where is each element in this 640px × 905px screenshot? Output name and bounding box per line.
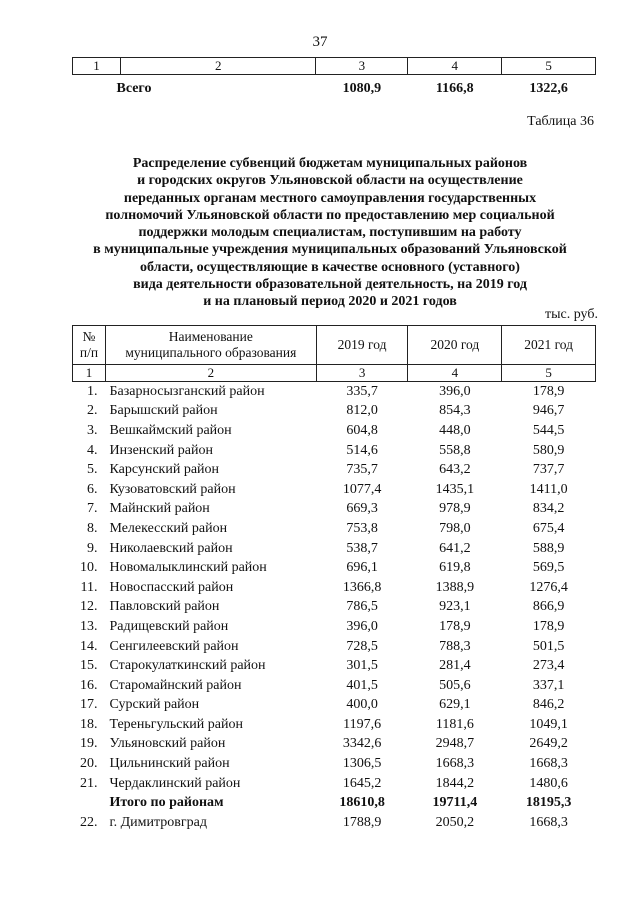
value-2019: 1788,9	[342, 814, 382, 830]
value-2020: 2948,7	[435, 736, 475, 752]
value-2020: 2050,2	[435, 814, 475, 830]
table-row	[73, 735, 596, 755]
value-2019: 396,0	[346, 618, 378, 634]
district-name: Сурский район	[109, 697, 200, 713]
row-number: 18.	[79, 716, 98, 732]
value-2021: 569,5	[532, 560, 565, 576]
value-2020: 1668,3	[435, 756, 475, 772]
value-2021: 1411,0	[529, 481, 568, 497]
row-number: 4.	[86, 442, 98, 458]
value-2019: 335,7	[346, 383, 378, 399]
table-header-row	[73, 326, 596, 365]
table-row	[73, 402, 596, 422]
row-number: 6.	[86, 481, 98, 497]
value-2021: 588,9	[532, 540, 565, 556]
header-num-line1: №	[82, 329, 96, 344]
value-2021: 2649,2	[529, 736, 568, 752]
grand-total-label: Всего	[116, 81, 152, 96]
value-2020: 1388,9	[435, 579, 475, 595]
value-2021: 846,2	[532, 697, 565, 713]
value-2020: 1435,1	[435, 481, 475, 497]
district-name: Новомалыклинский район	[109, 560, 267, 576]
value-2020: 643,2	[439, 462, 471, 478]
value-2021: 544,5	[532, 422, 565, 438]
value-2021: 273,4	[532, 658, 565, 674]
row-number: 20.	[79, 756, 98, 772]
value-2019: 401,5	[346, 677, 378, 693]
total-2019: 18610,8	[339, 795, 385, 811]
value-2021: 1276,4	[529, 579, 568, 595]
value-2020: 396,0	[439, 383, 471, 399]
districts-total-label: Итого по районам	[109, 795, 224, 811]
table-row	[73, 656, 596, 676]
column-number-row	[73, 365, 596, 382]
table-row	[73, 578, 596, 598]
value-2021: 1049,1	[529, 716, 568, 732]
table-row	[73, 558, 596, 578]
value-2019: 514,6	[346, 442, 378, 458]
value-2020: 448,0	[439, 422, 471, 438]
districts-total-row	[73, 793, 596, 813]
district-name: Базарносызганский район	[109, 383, 265, 399]
page-number: 37	[312, 34, 328, 50]
total-2020: 19711,4	[432, 795, 478, 811]
value-2019: 1366,8	[342, 579, 382, 595]
district-name: Павловский район	[109, 599, 220, 615]
district-name: Николаевский район	[109, 540, 233, 556]
column-number-row	[73, 58, 596, 75]
title-line: области, осуществляющие в качестве основного (уставного)	[140, 259, 520, 275]
value-2020: 788,3	[439, 638, 471, 654]
title-line: в муниципальные учреждения муниципальных образований Ульяновской	[93, 242, 567, 258]
district-name: Тереньгульский район	[109, 716, 243, 732]
row-number: 5.	[86, 462, 98, 478]
value-2019: 735,7	[346, 462, 378, 478]
row-number: 12.	[79, 599, 98, 615]
district-name: Ульяновский район	[109, 736, 226, 752]
title-line: и на плановый период 2020 и 2021 годов	[203, 294, 457, 310]
table-row	[73, 754, 596, 774]
table-row	[73, 676, 596, 696]
district-name: Кузоватовский район	[109, 481, 236, 497]
value-2019: 728,5	[346, 638, 378, 654]
column-number: 4	[408, 365, 502, 382]
header-num-line2: п/п	[79, 345, 99, 360]
value-2020: 281,4	[439, 658, 471, 674]
row-number: 7.	[86, 501, 98, 517]
continuation-table	[72, 57, 596, 103]
value-2019: 786,5	[346, 599, 378, 615]
district-name: Цильнинский район	[109, 756, 230, 772]
city-row	[73, 813, 596, 833]
value-2021: 737,7	[532, 462, 565, 478]
row-number: 10.	[79, 560, 98, 576]
table-row	[73, 519, 596, 539]
value-2020: 558,8	[439, 442, 471, 458]
district-name: Чердаклинский район	[109, 775, 241, 791]
table-number: Таблица 36	[527, 114, 594, 129]
table-row	[73, 637, 596, 657]
grand-total-2021: 1322,6	[529, 81, 568, 96]
value-2019: 400,0	[346, 697, 378, 713]
row-number: 14.	[79, 638, 98, 654]
table-row	[73, 421, 596, 441]
value-2021: 178,9	[532, 383, 565, 399]
value-2020: 1844,2	[435, 775, 475, 791]
table-row	[73, 480, 596, 500]
title-line: переданных органам местного самоуправления государственных	[123, 190, 537, 206]
row-number: 11.	[80, 579, 98, 595]
header-2020: 2020 год	[408, 326, 502, 365]
table-row	[73, 460, 596, 480]
row-number: 15.	[79, 658, 98, 674]
column-number: 1	[73, 365, 106, 382]
title-line: полномочий Ульяновской области по предоставлению мер социальной	[105, 207, 555, 223]
value-2019: 669,3	[346, 501, 378, 517]
district-name: г. Димитровград	[109, 814, 207, 830]
district-name: Вешкаймский район	[109, 422, 232, 438]
table-row	[73, 715, 596, 735]
value-2021: 675,4	[532, 520, 565, 536]
row-number: 1.	[86, 383, 98, 399]
value-2019: 1077,4	[342, 481, 382, 497]
row-number: 2.	[86, 403, 98, 419]
subventions-table	[72, 325, 596, 833]
value-2019: 812,0	[346, 403, 378, 419]
header-num	[73, 326, 106, 365]
grand-total-2019: 1080,9	[342, 81, 382, 96]
row-number	[73, 793, 106, 813]
district-name: Мелекесский район	[109, 520, 228, 536]
column-number: 5	[502, 365, 596, 382]
value-2021: 834,2	[532, 501, 565, 517]
header-2019: 2019 год	[316, 326, 408, 365]
value-2021: 1668,3	[529, 814, 568, 830]
header-name	[105, 326, 316, 365]
column-number: 2	[120, 58, 316, 75]
value-2019: 753,8	[346, 520, 378, 536]
row-number: 21.	[79, 775, 98, 791]
header-name-line1: Наименование	[168, 329, 253, 344]
value-2020: 1181,6	[435, 716, 474, 732]
value-2019: 538,7	[346, 540, 378, 556]
value-2021: 1480,6	[529, 775, 568, 791]
row-number: 3.	[86, 422, 98, 438]
row-number: 22.	[79, 814, 98, 830]
value-2019: 3342,6	[342, 736, 382, 752]
column-number: 4	[408, 58, 502, 75]
value-2020: 629,1	[439, 697, 471, 713]
units-label: тыс. руб.	[545, 307, 598, 322]
value-2021: 946,7	[532, 403, 565, 419]
value-2020: 641,2	[439, 540, 471, 556]
value-2020: 978,9	[439, 501, 471, 517]
value-2020: 923,1	[439, 599, 471, 615]
total-2021: 18195,3	[525, 795, 572, 811]
column-number: 2	[105, 365, 316, 382]
value-2021: 337,1	[532, 677, 565, 693]
value-2020: 505,6	[439, 677, 471, 693]
value-2021: 501,5	[532, 638, 565, 654]
table-row	[73, 500, 596, 520]
value-2020: 854,3	[439, 403, 471, 419]
value-2019: 1306,5	[342, 756, 382, 772]
district-name: Радищевский район	[109, 618, 229, 634]
row-number: 16.	[79, 677, 98, 693]
column-number: 1	[73, 58, 121, 75]
district-name: Майнский район	[109, 501, 210, 517]
value-2019: 604,8	[346, 422, 378, 438]
column-number: 3	[316, 58, 408, 75]
value-2021: 580,9	[532, 442, 565, 458]
title-line: Распределение субвенций бюджетам муниципальных районов	[132, 156, 528, 171]
value-2019: 301,5	[346, 658, 378, 674]
value-2020: 798,0	[439, 520, 471, 536]
district-name: Инзенский район	[109, 442, 213, 458]
district-name: Старомайнский район	[109, 677, 242, 693]
value-2020: 178,9	[439, 618, 471, 634]
district-name: Барышский район	[109, 403, 218, 419]
value-2021: 866,9	[532, 599, 565, 615]
title-line: поддержки молодым специалистам, поступившим на работу	[138, 225, 522, 241]
table-row	[73, 696, 596, 716]
title-line: вида деятельности образовательной деятельность, на 2019 год	[133, 277, 527, 293]
grand-total-row	[73, 75, 596, 104]
column-number: 5	[502, 58, 596, 75]
value-2021: 178,9	[532, 618, 565, 634]
value-2019: 696,1	[346, 560, 378, 576]
header-name-line2: муниципального образования	[125, 345, 297, 360]
district-name: Сенгилеевский район	[109, 638, 239, 654]
table-title	[60, 155, 600, 311]
value-2020: 619,8	[439, 560, 471, 576]
table-row	[73, 617, 596, 637]
header-2021: 2021 год	[502, 326, 596, 365]
table-row	[73, 774, 596, 794]
value-2019: 1645,2	[342, 775, 382, 791]
row-number: 17.	[79, 697, 98, 713]
value-2021: 1668,3	[529, 756, 568, 772]
title-line: и городских округов Ульяновской области на осуществление	[137, 173, 523, 189]
table-row	[73, 441, 596, 461]
row-number: 19.	[79, 736, 98, 752]
row-number: 8.	[86, 520, 98, 536]
district-name: Старокулаткинский район	[109, 658, 266, 674]
row-number: 9.	[86, 540, 98, 556]
district-name: Новоспасский район	[109, 579, 234, 595]
district-name: Карсунский район	[109, 462, 220, 478]
table-row	[73, 598, 596, 618]
value-2019: 1197,6	[343, 716, 382, 732]
table-row	[73, 382, 596, 402]
column-number: 3	[316, 365, 408, 382]
grand-total-2020: 1166,8	[435, 81, 474, 96]
table-row	[73, 539, 596, 559]
row-number: 13.	[79, 618, 98, 634]
